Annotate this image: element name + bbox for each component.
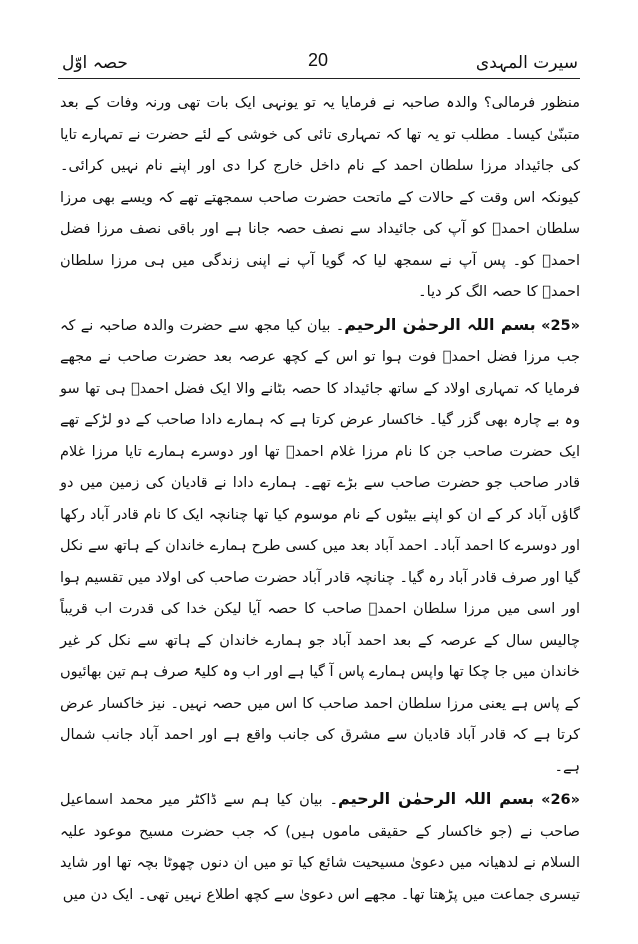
- paragraph-hadith-25: [60, 309, 580, 784]
- hadith-number: «25»: [541, 317, 581, 334]
- bismillah-heading: بسم اللہ الرحمٰن الرحیم: [338, 789, 535, 808]
- paragraph-continuation: [60, 88, 580, 309]
- bismillah-heading: بسم اللہ الرحمٰن الرحیم: [344, 314, 536, 334]
- paragraph-text: منظور فرمالی؟ والدہ صاحبہ نے فرمایا یہ تو یونہی ایک بات تھی ورنہ وفات کے بعد متبنّیٰ کیسا۔ مطلب تو یہ تھا کہ تمہاری تائی کی خوشی کے لئے حضرت نے تمہارے تایا کی جائیداد مرزا سلطان احمد کے نام داخل خارج کرا دی اور اپنے نام نہیں کرائی۔ کیونکہ اس وقت کے حالات کے ماتحت حضرت صاحب سمجھتے تھے کہ ویسے بھی مرزا سلطان احمدؐ کو آپ کی جائیداد سے نصف حصہ جانا ہے اور باقی نصف مرزا فضل احمدؐ کو۔ پس آپ نے سمجھ لیا کہ گویا آپ نے اپنی زندگی میں ہی مرزا سلطان احمدؐ کا حصہ الگ کر دیا۔: [60, 95, 580, 300]
- paragraph-text: ۔ بیان کیا مجھ سے حضرت والدہ صاحبہ نے کہ جب مرزا فضل احمدؐ فوت ہوا تو اس کے کچھ عرصہ بعد حضرت صاحب نے مجھے فرمایا کہ تمہاری اولاد کے ساتھ جائیداد کا حصہ بٹانے والا ایک فضل احمدؐ ہی تھا سو وہ بے چارہ بھی گزر گیا۔ خاکسار عرض کرتا ہے کہ ہمارے دادا صاحب کے دو لڑکے تھے ایک حضرت صاحب جن کا نام مرزا غلام احمدؐ تھا اور دوسرے ہمارے تایا مرزا غلام قادر صاحب جو حضرت صاحب سے بڑے تھے۔ ہمارے دادا نے قادیان کی زمین میں دو گاؤں آباد کر کے ان کو اپنے بیٹوں کے نام موسوم کیا تھا چنانچہ ایک کا نام قادر آباد رکھا اور دوسرے کا احمد آباد۔ احمد آباد بعد میں کسی طرح ہمارے خاندان کے ہاتھ سے نکل گیا اور صرف قادر آباد رہ گیا۔ چنانچہ قادر آباد حضرت صاحب کی اولاد میں تقسیم ہوا اور اسی میں مرزا سلطان احمدؐ صاحب کا حصہ آیا لیکن خدا کی قدرت اب قریباً چالیس سال کے عرصہ کے بعد احمد آباد جو ہمارے خاندان کے ہاتھ سے نکل کر غیر خاندان میں جا چکا تھا واپس ہمارے پاس آ گیا ہے اور اب وہ کلیۃً صرف ہم تین بھائیوں کے پاس ہے یعنی مرزا سلطان احمد صاحب کا اس میں حصہ نہیں۔ نیز خاکسار عرض کرتا ہے کہ قادر آباد قادیان سے مشرق کی جانب واقع ہے اور احمد آباد جانب شمال ہے۔: [60, 317, 580, 775]
- section-label: حصہ اوّل: [62, 53, 128, 73]
- header-divider: [58, 78, 580, 79]
- book-title: سیرت المہدی: [475, 53, 578, 73]
- paragraph-text: ۔ بیان کیا ہم سے ڈاکٹر میر محمد اسماعیل صاحب نے (جو خاکسار کے حقیقی ماموں ہیں) کہ جب حضرت مسیح موعود علیہ السلام نے لدھیانہ میں دعویٰ مسیحیت شائع کیا تو میں ان دنوں چھوٹا بچہ تھا اور شاید تیسری جماعت میں پڑھتا تھا۔ مجھے اس دعویٰ سے کچھ اطلاع نہیں تھی۔ ایک دن میں: [60, 792, 580, 903]
- paragraph-hadith-26: [60, 783, 580, 911]
- page-body: [60, 88, 580, 908]
- page-number: 20: [308, 50, 329, 70]
- hadith-number: «26»: [541, 792, 581, 808]
